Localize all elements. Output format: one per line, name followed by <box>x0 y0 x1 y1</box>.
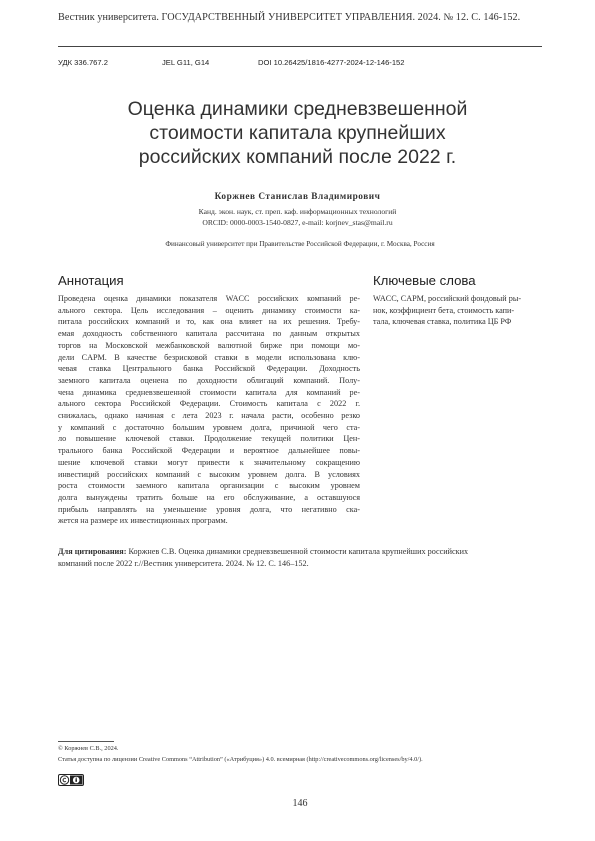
keywords-line: тала, ключевая ставка, политика ЦБ РФ <box>373 317 512 327</box>
abstract-line: шение ключевой ставки могут привести к значительному сокращению <box>58 457 360 467</box>
abstract-line: трального банка Российской Федерации и вероятное дальнейшее повы- <box>58 446 360 456</box>
license-note: Статья доступна по лицензии Creative Commons “Attribution” («Атрибуция») 4.0. всемирная (http://creativecommons.org/licenses/by/4.0/). <box>58 756 423 763</box>
abstract-line: питала российских компаний и то, как она влияет на их решения. Требу- <box>58 317 360 327</box>
abstract-line: долга вынуждены тратить больше на его обслуживание, а оставшуюся <box>58 492 360 502</box>
abstract-line: чена динамика средневзвешенной стоимости капитала для компаний ре- <box>58 387 360 397</box>
citation-text: Коржнев С.В. Оценка динамики средневзвешенной стоимости капитала крупнейших российских <box>126 547 469 556</box>
title-line: Оценка динамики средневзвешенной <box>127 98 468 120</box>
abstract-line: ло повышение ключевой ставки. Продолжение текущей политики Цен- <box>58 434 360 444</box>
abstract-line: ального сектора Российской Федерации. Стоимость капитала с 2022 г. <box>58 399 360 409</box>
keywords-line: WACC, CAPM, российский фондовый ры- <box>373 294 522 303</box>
keywords-heading: Ключевые слова <box>373 273 476 288</box>
abstract-line: ального сектора. Цель исследования – оценить динамику стоимости ка- <box>58 305 360 315</box>
abstract-heading: Аннотация <box>58 273 124 288</box>
doi-link[interactable]: DOI 10.26425/1816-4277-2024-12-146-152 <box>258 58 405 67</box>
abstract-line: чевая ставка Центрального банка Российской Федерации. Доходность <box>58 364 360 374</box>
abstract-line: роста стоимости заемного капитала организации с высоким уровнем <box>58 481 360 491</box>
jel-code: JEL G11, G14 <box>162 58 210 67</box>
cc-by-license-icon[interactable] <box>58 774 84 786</box>
running-head: Вестник университета. ГОСУДАРСТВЕННЫЙ УНИВЕРСИТЕТ УПРАВЛЕНИЯ. 2024. № 12. С. 146-152. <box>58 12 521 23</box>
copyright-note: © Коржнев С.В., 2024. <box>58 745 119 752</box>
citation-label: Для цитирования: <box>58 547 127 556</box>
citation-line <box>58 546 544 558</box>
udc-code: УДК 336.767.2 <box>58 58 108 67</box>
abstract-text <box>58 293 360 527</box>
abstract-line: инвестиций российских компаний с высоким уровнем долга. В условиях <box>58 469 360 479</box>
page-number: 146 <box>292 798 308 809</box>
title-line: российских компаний после 2022 г. <box>138 146 457 168</box>
author-position: Канд. экон. наук, ст. преп. каф. информационных технологий <box>198 207 397 216</box>
abstract-line: емая доходность собственного капитала рассчитана по данным открытых <box>58 329 360 339</box>
keywords-text <box>373 293 543 328</box>
title-line: стоимости капитала крупнейших <box>149 122 446 144</box>
abstract-line: у компаний с достаточно большим уровнем долга, причиной чего ста- <box>58 422 360 432</box>
citation-line: компаний после 2022 г.//Вестник университета. 2024. № 12. С. 146–152. <box>58 559 309 568</box>
abstract-line: заемного капитала оценена по доходности облигаций компаний. Полу- <box>58 375 360 385</box>
author-name: Коржнев Станислав Владимирович <box>214 192 381 202</box>
abstract-line: дели CAPM. В качестве безрисковой ставки в модели использована клю- <box>58 352 360 362</box>
header-rule <box>58 46 542 47</box>
footnote-rule <box>58 741 114 742</box>
citation <box>58 546 544 570</box>
abstract-line: Проведена оценка динамики показателя WACC российских компаний ре- <box>58 294 360 303</box>
keywords-line: нок, коэффициент бета, стоимость капи- <box>373 305 515 315</box>
institution: Финансовый университет при Правительстве Российской Федерации, г. Москва, Россия <box>165 240 435 248</box>
author-orcid-email[interactable]: ORCID: 0000-0003-1540-0827, e-mail: korjnev_stas@mail.ru <box>202 218 393 227</box>
abstract-line: торгов на Московской межбанковской валютной бирже при помощи мо- <box>58 340 360 350</box>
article-title <box>60 97 535 169</box>
abstract-line: снижалась, однако начиная с лета 2023 г. начала расти, особенно резко <box>58 411 360 421</box>
abstract-line: жется на размере их инвестиционных программ. <box>58 516 228 526</box>
abstract-line: прибыль направлять на уменьшение уровня долга, что негативно ска- <box>58 504 360 514</box>
